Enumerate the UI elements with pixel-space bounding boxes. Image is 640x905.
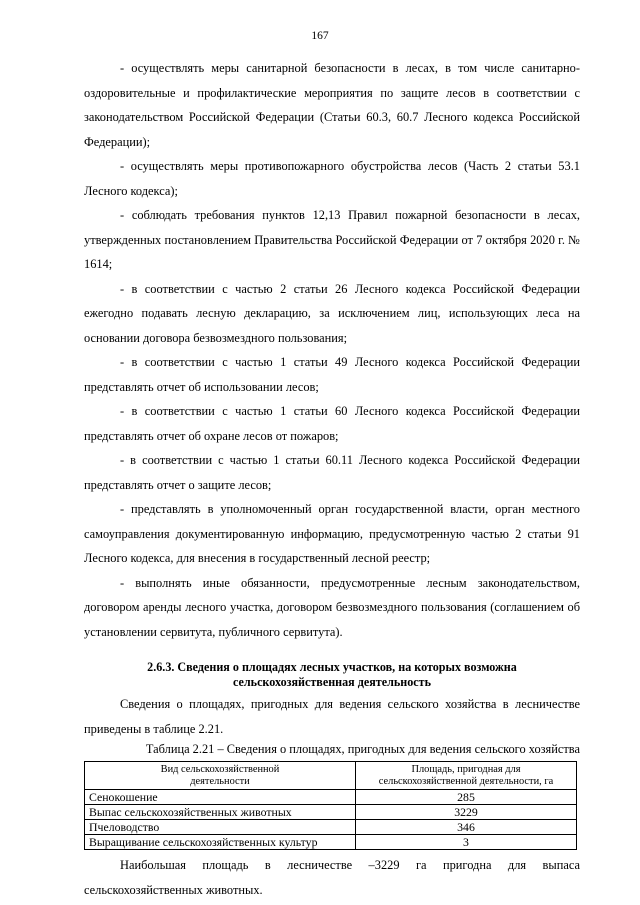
cell-area: 3 <box>356 835 577 850</box>
paragraph-sanitary-measures: - осуществлять меры санитарной безопасности в лесах, в том числе санитарно-оздоровительные и профилактические мероприятия по защите лесов в соответствии с законодательством Российской Федерации (Статьи 60.3, 60.7 Лесного кодекса Российской Федерации); <box>84 61 580 149</box>
agriculture-area-table <box>84 761 577 850</box>
cell-area: 285 <box>356 790 577 805</box>
conclusion-paragraph: Наибольшая площадь в лесничестве –3229 га пригодна для выпаса сельскохозяйственных животных. <box>84 858 580 897</box>
header-activity-line2: деятельности <box>190 776 250 787</box>
header-area-line2: сельскохозяйственной деятельности, га <box>378 776 554 787</box>
table-row <box>85 820 577 835</box>
table-header-row <box>85 762 577 790</box>
paragraph-registry-info: - представлять в уполномоченный орган государственной власти, орган местного самоуправления документированную информацию, предусмотренную частью 2 статьи 91 Лесного кодекса, для внесения в государственный лесной реестр; <box>84 502 580 565</box>
table-caption: Таблица 2.21 – Сведения о площадях, пригодных для ведения сельского хозяйства <box>145 742 580 756</box>
section-heading-line2: сельскохозяйственная деятельность <box>233 674 431 689</box>
cell-area: 346 <box>356 820 577 835</box>
header-activity-line1: Вид сельскохозяйственной <box>160 764 280 775</box>
cell-activity: Выпас сельскохозяйственных животных <box>85 805 356 820</box>
cell-activity: Выращивание сельскохозяйственных культур <box>85 835 356 850</box>
cell-activity: Пчеловодство <box>85 820 356 835</box>
header-activity-type <box>85 762 356 790</box>
paragraph-other-duties: - выполнять иные обязанности, предусмотренные лесным законодательством, договором аренды лесного участка, договором безвозмездного пользования (соглашением об установлении сервитута, публичного сервитута). <box>84 575 580 639</box>
header-area <box>356 762 577 790</box>
paragraph-fire-safety-rules: - соблюдать требования пунктов 12,13 Правил пожарной безопасности в лесах, утвержденных постановлением Правительства Российской Федерации от 7 октября 2020 г. № 1614; <box>84 208 580 271</box>
table-row <box>85 805 577 820</box>
paragraph-fire-protection-report: - в соответствии с частью 1 статьи 60 Лесного кодекса Российской Федерации представлять отчет об охране лесов от пожаров; <box>84 404 580 443</box>
document-body <box>84 56 580 902</box>
section-heading <box>84 660 580 689</box>
table-row <box>85 835 577 850</box>
page-number: 167 <box>311 30 329 42</box>
paragraph-fire-prevention: - осуществлять меры противопожарного обустройства лесов (Часть 2 статьи 53.1 Лесного кодекса); <box>84 159 580 198</box>
cell-area: 3229 <box>356 805 577 820</box>
cell-activity: Сенокошение <box>85 790 356 805</box>
table-row <box>85 790 577 805</box>
paragraph-usage-report: - в соответствии с частью 1 статьи 49 Лесного кодекса Российской Федерации представлять отчет об использовании лесов; <box>84 355 580 394</box>
section-heading-line1: 2.6.3. Сведения о площадях лесных участков, на которых возможна <box>147 660 517 674</box>
paragraph-forest-protection-report: - в соответствии с частью 1 статьи 60.11 Лесного кодекса Российской Федерации представлять отчет о защите лесов; <box>84 453 580 492</box>
paragraph-forest-declaration: - в соответствии с частью 2 статьи 26 Лесного кодекса Российской Федерации ежегодно подавать лесную декларацию, за исключением лиц, использующих леса на основании договора безвозмездного пользования; <box>84 281 580 345</box>
section-intro: Сведения о площадях, пригодных для ведения сельского хозяйства в лесничестве приведены в таблице 2.21. <box>84 697 580 736</box>
header-area-line1: Площадь, пригодная для <box>411 764 521 775</box>
